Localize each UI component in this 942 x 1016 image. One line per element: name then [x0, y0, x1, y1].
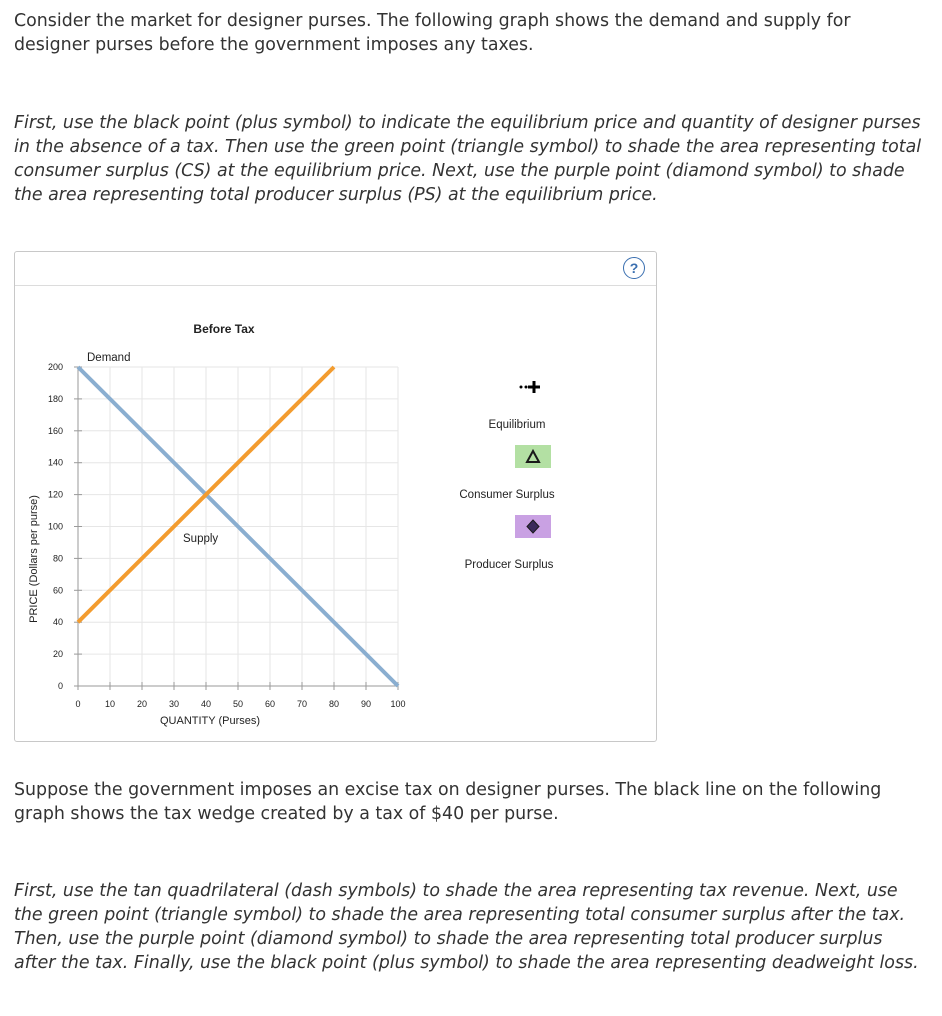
supply-curve-label: Supply	[183, 533, 219, 545]
demand-curve-label: Demand	[87, 352, 131, 364]
y-tick-label: 160	[47, 425, 63, 436]
x-tick-label: 30	[168, 699, 180, 709]
x-tick-label: 50	[232, 699, 244, 709]
graph-panel	[14, 251, 657, 742]
consumer-surplus-tool[interactable]	[515, 445, 551, 468]
legend-label-producer-surplus: Producer Surplus	[464, 559, 554, 571]
y-tick-label: 100	[47, 521, 63, 532]
y-tick-label: 80	[52, 553, 63, 564]
x-tick-label: 90	[360, 699, 372, 709]
y-tick-label: 120	[47, 489, 63, 500]
chart-title: Before Tax	[193, 322, 255, 336]
y-tick-label: 20	[52, 649, 63, 660]
dot-icon	[525, 386, 528, 389]
help-icon[interactable]: ?	[623, 257, 645, 279]
equilibrium-tool[interactable]	[514, 376, 550, 398]
x-axis-label: QUANTITY (Purses)	[159, 715, 261, 727]
y-tick-label: 180	[47, 393, 63, 404]
y-tick-label: 200	[47, 362, 63, 372]
x-tick-label: 40	[200, 699, 212, 709]
x-tick-label: 10	[104, 699, 116, 709]
intro-paragraph: Consider the market for designer purses. The following graph shows the demand and supply for designer purses before the government imposes any taxes.	[14, 11, 851, 55]
producer-surplus-tool[interactable]	[515, 515, 551, 538]
instructions-paragraph: First, use the black point (plus symbol) to indicate the equilibrium price and quantity of designer purses in the absence of a tax. Then use the green point (triangle symbol) to shade the area representing total consumer surplus (CS) at the equilibrium price. Next, use the purple point (diamond symbol) to shade the area representing total producer surplus (PS) at the equilibrium price.	[14, 113, 922, 205]
x-tick-label: 70	[296, 699, 308, 709]
y-tick-label: 60	[52, 585, 63, 596]
y-tick-label: 40	[52, 617, 63, 628]
y-tick-label: 0	[57, 681, 63, 691]
legend-label-equilibrium: Equilibrium	[488, 419, 546, 431]
x-tick-label: 0	[75, 699, 81, 709]
y-tick-label: 140	[47, 457, 63, 468]
y-axis-label: PRICE (Dollars per purse)	[28, 495, 40, 623]
legend-label-consumer-surplus: Consumer Surplus	[459, 489, 555, 501]
tax-description-paragraph: Suppose the government imposes an excise tax on designer purses. The black line on the following graph shows the tax wedge created by a tax of $40 per purse.	[14, 780, 882, 824]
supply-demand-chart	[15, 252, 656, 741]
x-tick-label: 20	[136, 699, 148, 709]
dot-icon	[520, 386, 523, 389]
x-tick-label: 80	[328, 699, 340, 709]
tax-instructions-paragraph: First, use the tan quadrilateral (dash symbols) to shade the area representing tax revenue. Next, use the green point (triangle symbol) to shade the area representing total consumer surplus after the tax. Then, use the purple point (diamond symbol) to shade the area representing total producer surplus after the tax. Finally, use the black point (plus symbol) to shade the area representing deadweight loss.	[14, 881, 919, 973]
chart-axes	[48, 362, 406, 709]
x-tick-label: 100	[390, 699, 406, 709]
legend	[459, 376, 554, 571]
x-tick-label: 60	[264, 699, 276, 709]
